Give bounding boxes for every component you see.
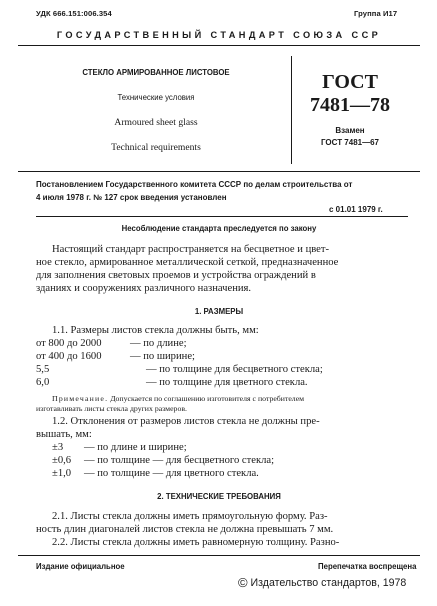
dim-desc: — по толщине для цветного стекла. [146, 377, 308, 388]
clause-2-line-2: ность длин диагоналей листов стекла не должна превышать 7 мм. [36, 524, 334, 535]
standard-title-ru: СТЕКЛО АРМИРОВАННОЕ ЛИСТОВОЕ [82, 68, 230, 77]
decree-line-1: Постановлением Государственного комитета СССР по делам строительства от [36, 180, 353, 189]
footer-rule [18, 555, 420, 556]
copyright-icon: © [238, 575, 248, 590]
gost-label: ГОСТ [322, 71, 378, 93]
note-label: Примечание. [52, 394, 109, 403]
intro-line-2: ное стекло, армированное металлической сеткой, предназначенное [36, 257, 339, 268]
decree-line-2: 4 июля 1978 г. № 127 срок введения установлен [36, 193, 227, 202]
banner-title: ГОСУДАРСТВЕННЫЙ СТАНДАРТ СОЮЗА ССР [56, 30, 382, 40]
top-rule [18, 45, 420, 46]
clause-2-line-3: 2.2. Листы стекла должны иметь равномерную толщину. Разно- [52, 537, 340, 548]
deviation-desc: — по длине и ширине; [84, 442, 187, 453]
intro-line-4: зданиях и сооружениях различного назначения. [36, 283, 252, 294]
section-1-heading: 1. РАЗМЕРЫ [194, 307, 244, 316]
official-edition: Издание официальное [36, 562, 125, 571]
clause-1-2-line-1: 1.2. Отклонения от размеров листов стекла не должны пре- [52, 416, 320, 427]
clause-1-1: 1.1. Размеры листов стекла должны быть, мм: [52, 325, 259, 336]
copyright-text: Издательство стандартов, 1978 [250, 577, 407, 589]
law-warning: Несоблюдение стандарта преследуется по закону [121, 224, 317, 233]
note-line-2: изготавливать листы стекла других размеров. [36, 404, 187, 413]
deviation-value: ±3 [52, 442, 64, 453]
dim-range: от 800 до 2000 [36, 338, 102, 349]
reprint-notice: Перепечатка воспрещена [318, 562, 417, 571]
replaces-label: Взамен [335, 126, 365, 135]
dim-range: 6,0 [36, 377, 50, 388]
dim-desc: — по ширине; [130, 351, 195, 362]
dim-desc: — по толщине для бесцветного стекла; [146, 364, 323, 375]
dim-desc: — по длине; [130, 338, 187, 349]
section-2-heading: 2. ТЕХНИЧЕСКИЕ ТРЕБОВАНИЯ [157, 492, 281, 501]
standard-subtitle-en: Technical requirements [111, 142, 201, 153]
deviation-value: ±0,6 [52, 455, 72, 466]
replaces-value: ГОСТ 7481—67 [320, 138, 380, 147]
dim-range: от 400 до 1600 [36, 351, 102, 362]
deviation-desc: — по толщине — для бесцветного стекла; [84, 455, 275, 466]
effective-date: с 01.01 1979 г. [329, 205, 383, 214]
udk-code: УДК 666.151:006.354 [36, 9, 112, 18]
clause-2-line-1: 2.1. Листы стекла должны иметь прямоугольную форму. Раз- [52, 511, 328, 522]
title-divider [291, 56, 292, 164]
gost-number: 7481—78 [310, 94, 390, 116]
deviation-desc: — по толщине — для цветного стекла. [84, 468, 259, 479]
intro-line-1: Настоящий стандарт распространяется на бесцветное и цвет- [52, 244, 330, 255]
copyright-line [238, 575, 406, 590]
note-line-1 [52, 394, 304, 404]
dim-range: 5,5 [36, 364, 50, 375]
decree-rule [36, 216, 408, 217]
group-code: Группа И17 [354, 9, 398, 18]
clause-1-2-line-2: вышать, мм: [36, 429, 92, 440]
intro-line-3: для заполнения световых проемов и устройства ограждений в [36, 270, 316, 281]
title-rule [18, 171, 420, 172]
note-text: Допускается по соглашению изготовителя с потребителем [110, 394, 305, 403]
deviation-value: ±1,0 [52, 468, 72, 479]
standard-title-en: Armoured sheet glass [114, 117, 198, 128]
standard-subtitle-ru: Технические условия [117, 93, 195, 102]
